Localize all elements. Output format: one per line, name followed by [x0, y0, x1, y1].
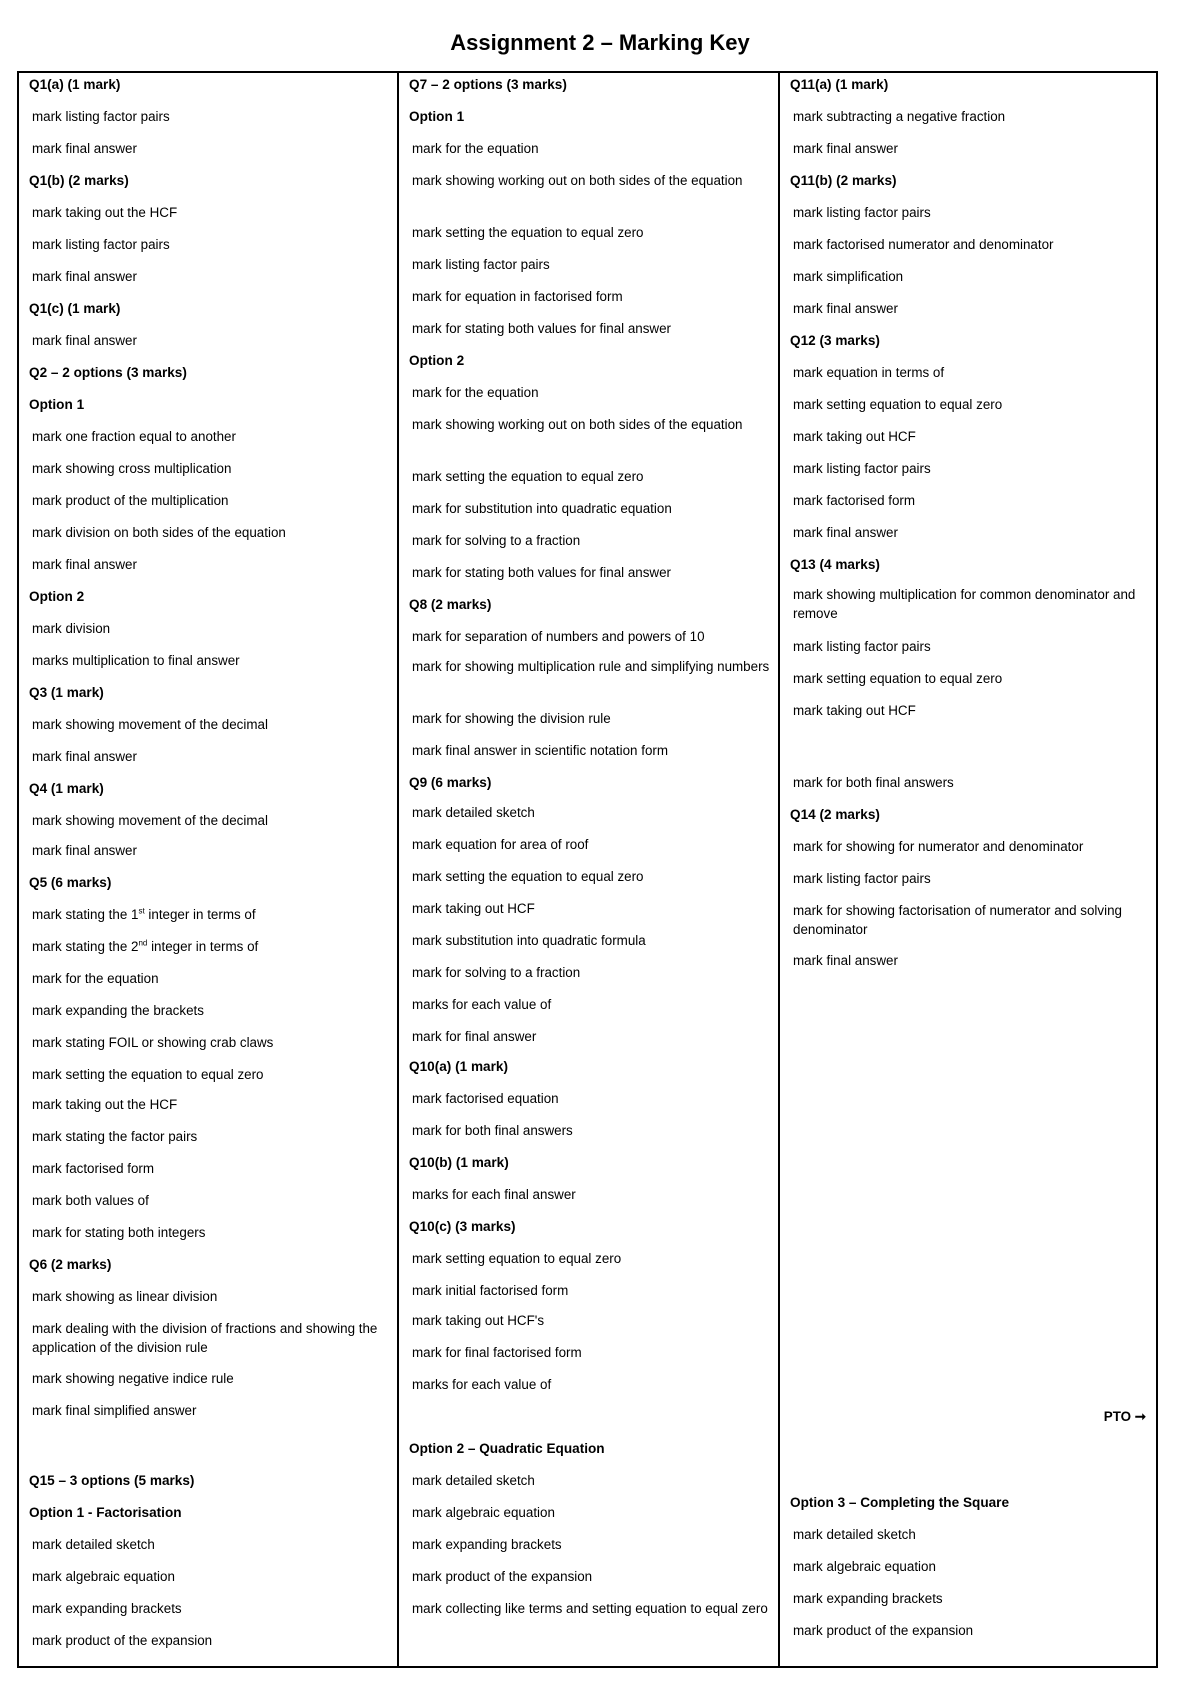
marking-criterion: mark final answer — [32, 141, 137, 156]
section-heading: Q11(b) (2 marks) — [790, 173, 897, 188]
marking-criterion: mark for stating both values for final answer — [412, 565, 672, 580]
marking-criterion: mark detailed sketch — [412, 805, 535, 820]
section-heading: Q14 (2 marks) — [790, 807, 880, 822]
marking-criterion: mark initial factorised form — [412, 1283, 569, 1298]
marking-criterion: mark final answer — [32, 269, 137, 284]
marking-criterion: mark showing multiplication for common denominator and remove — [793, 587, 1136, 621]
marking-criterion: mark showing working out on both sides of the equation — [412, 173, 743, 188]
marking-criterion: mark factorised numerator and denominator — [793, 237, 1054, 252]
marking-criterion: mark final simplified answer — [32, 1403, 197, 1418]
section-heading: Option 1 - Factorisation — [29, 1505, 182, 1520]
marking-criterion: mark showing as linear division — [32, 1289, 218, 1304]
marking-criterion: mark product of the expansion — [793, 1623, 974, 1638]
marking-criterion: mark expanding brackets — [793, 1591, 943, 1606]
marking-criterion: mark setting the equation to equal zero — [32, 1067, 264, 1082]
document-title: Assignment 2 – Marking Key — [450, 30, 750, 55]
section-heading: Q1(c) (1 mark) — [29, 301, 121, 316]
marking-criterion: mark algebraic equation — [32, 1569, 175, 1584]
marking-criterion: mark listing factor pairs — [793, 205, 931, 220]
section-heading: Q1(a) (1 mark) — [29, 77, 121, 92]
section-heading: Q8 (2 marks) — [409, 597, 492, 612]
marking-criterion: mark taking out the HCF — [32, 205, 178, 220]
marking-criterion: mark detailed sketch — [793, 1527, 916, 1542]
marking-criterion: mark expanding brackets — [32, 1601, 182, 1616]
marking-criterion: mark product of the multiplication — [32, 493, 229, 508]
marking-criterion: mark final answer — [793, 953, 898, 968]
marking-criterion: mark simplification — [793, 269, 904, 284]
section-heading: Q1(b) (2 marks) — [29, 173, 129, 188]
marking-criterion: mark for substitution into quadratic equation — [412, 501, 672, 516]
marking-criterion: mark stating the 1st integer in terms of — [32, 906, 256, 922]
marking-criterion: mark expanding the brackets — [32, 1003, 204, 1018]
marking-criterion: mark for showing factorisation of numerator and solving denominator — [793, 903, 1122, 937]
marking-criterion: mark subtracting a negative fraction — [793, 109, 1006, 124]
marking-criterion: mark for stating both integers — [32, 1225, 206, 1240]
section-heading: Option 2 – Quadratic Equation — [409, 1441, 605, 1456]
marking-criterion: mark expanding brackets — [412, 1537, 562, 1552]
marking-criterion: mark algebraic equation — [793, 1559, 936, 1574]
marking-criterion: mark equation for area of roof — [412, 837, 589, 852]
marking-criterion: marks for each value of — [412, 997, 552, 1012]
marking-criterion: mark division — [32, 621, 111, 636]
marking-criterion: mark one fraction equal to another — [32, 429, 236, 444]
marking-criterion: mark showing movement of the decimal — [32, 813, 268, 828]
marking-criterion: mark showing negative indice rule — [32, 1371, 234, 1386]
section-heading: Q15 – 3 options (5 marks) — [29, 1473, 195, 1488]
column-3 — [780, 73, 1156, 1666]
marking-criterion: mark final answer in scientific notation form — [412, 743, 669, 758]
section-heading: Q10(a) (1 mark) — [409, 1059, 508, 1074]
column-1 — [19, 73, 399, 1666]
marking-criterion: mark dealing with the division of fractions and showing the application of the division rule — [32, 1321, 378, 1355]
section-heading: Q3 (1 mark) — [29, 685, 104, 700]
marking-criterion: mark for both final answers — [412, 1123, 573, 1138]
column-2 — [399, 73, 780, 1666]
marking-criterion: mark product of the expansion — [32, 1633, 213, 1648]
marking-criterion: mark setting equation to equal zero — [793, 397, 1003, 412]
marking-criterion: mark algebraic equation — [412, 1505, 555, 1520]
marking-criterion: marks for each final answer — [412, 1187, 576, 1202]
marking-criterion: mark setting equation to equal zero — [793, 671, 1003, 686]
marking-criterion: mark listing factor pairs — [793, 871, 931, 886]
marking-criterion: mark division on both sides of the equation — [32, 525, 286, 540]
section-heading: Option 2 — [409, 353, 465, 368]
marking-criterion: mark stating FOIL or showing crab claws — [32, 1035, 274, 1050]
marking-criterion: mark showing movement of the decimal — [32, 717, 268, 732]
marking-criterion: marks for each value of — [412, 1377, 552, 1392]
section-heading: Q13 (4 marks) — [790, 557, 880, 572]
section-heading: Option 1 — [409, 109, 465, 124]
section-heading: Q2 – 2 options (3 marks) — [29, 365, 187, 380]
marking-criterion: mark final answer — [793, 141, 898, 156]
marking-criterion: mark listing factor pairs — [793, 639, 931, 654]
marking-criterion: mark showing working out on both sides of the equation — [412, 417, 743, 432]
marking-criterion: mark for showing multiplication rule and simplifying numbers — [412, 659, 770, 674]
marking-criterion: mark for final factorised form — [412, 1345, 582, 1360]
marking-criterion: mark factorised form — [32, 1161, 155, 1176]
marking-criterion: marks multiplication to final answer — [32, 653, 240, 668]
marking-criterion: mark final answer — [32, 843, 137, 858]
section-heading: Option 2 — [29, 589, 85, 604]
marking-criterion: mark listing factor pairs — [32, 109, 170, 124]
section-heading: Q10(b) (1 mark) — [409, 1155, 509, 1170]
marking-criterion: mark taking out the HCF — [32, 1097, 178, 1112]
marking-criterion: mark stating the 2nd integer in terms of — [32, 938, 259, 954]
marking-criterion: mark listing factor pairs — [32, 237, 170, 252]
section-heading: Q7 – 2 options (3 marks) — [409, 77, 567, 92]
marking-criterion: mark for solving to a fraction — [412, 965, 581, 980]
section-heading: Q11(a) (1 mark) — [790, 77, 889, 92]
marking-criterion: mark for solving to a fraction — [412, 533, 581, 548]
marking-criterion: mark stating the factor pairs — [32, 1129, 198, 1144]
marking-criterion: mark for showing the division rule — [412, 711, 611, 726]
marking-criterion: mark final answer — [32, 333, 137, 348]
marking-criterion: mark for the equation — [412, 141, 539, 156]
marking-criterion: mark final answer — [793, 301, 898, 316]
marking-criterion: mark showing cross multiplication — [32, 461, 232, 476]
marking-criterion: mark for showing for numerator and denominator — [793, 839, 1084, 854]
marking-criterion: mark setting the equation to equal zero — [412, 225, 644, 240]
marking-criterion: mark both values of — [32, 1193, 149, 1208]
marking-criterion: mark setting equation to equal zero — [412, 1251, 622, 1266]
marking-criterion: mark taking out HCF — [793, 703, 916, 718]
marking-criterion: mark taking out HCF's — [412, 1313, 545, 1328]
marking-criterion: mark setting the equation to equal zero — [412, 469, 644, 484]
section-heading: Q10(c) (3 marks) — [409, 1219, 516, 1234]
marking-criterion: mark detailed sketch — [32, 1537, 155, 1552]
marking-criterion: mark equation in terms of — [793, 365, 945, 380]
marking-criterion: mark substitution into quadratic formula — [412, 933, 646, 948]
marking-criterion: mark product of the expansion — [412, 1569, 593, 1584]
section-heading: Q12 (3 marks) — [790, 333, 880, 348]
section-heading: Q9 (6 marks) — [409, 775, 492, 790]
marking-criterion: mark for separation of numbers and powers of 10 — [412, 629, 705, 644]
marking-criterion: mark for the equation — [412, 385, 539, 400]
marking-criterion: mark listing factor pairs — [793, 461, 931, 476]
marking-criterion: mark listing factor pairs — [412, 257, 550, 272]
marking-criterion: mark for final answer — [412, 1029, 537, 1044]
marking-criterion: mark factorised equation — [412, 1091, 559, 1106]
marking-key-table — [17, 71, 1158, 1668]
marking-criterion: mark detailed sketch — [412, 1473, 535, 1488]
marking-criterion: mark final answer — [32, 749, 137, 764]
marking-criterion: mark taking out HCF — [412, 901, 535, 916]
marking-criterion: mark setting the equation to equal zero — [412, 869, 644, 884]
pto-label: PTO ➞ — [1103, 1409, 1146, 1424]
marking-criterion: mark final answer — [32, 557, 137, 572]
marking-criterion: mark final answer — [793, 525, 898, 540]
marking-criterion: mark collecting like terms and setting equation to equal zero — [412, 1601, 768, 1616]
section-heading: Q6 (2 marks) — [29, 1257, 112, 1272]
marking-criterion: mark for equation in factorised form — [412, 289, 623, 304]
marking-criterion: mark for both final answers — [793, 775, 954, 790]
section-heading: Option 1 — [29, 397, 85, 412]
marking-criterion: mark for stating both values for final answer — [412, 321, 672, 336]
marking-criterion: mark for the equation — [32, 971, 159, 986]
marking-criterion: mark factorised form — [793, 493, 916, 508]
marking-criterion: mark taking out HCF — [793, 429, 916, 444]
section-heading: Q4 (1 mark) — [29, 781, 104, 796]
section-heading: Option 3 – Completing the Square — [790, 1495, 1010, 1510]
section-heading: Q5 (6 marks) — [29, 875, 112, 890]
